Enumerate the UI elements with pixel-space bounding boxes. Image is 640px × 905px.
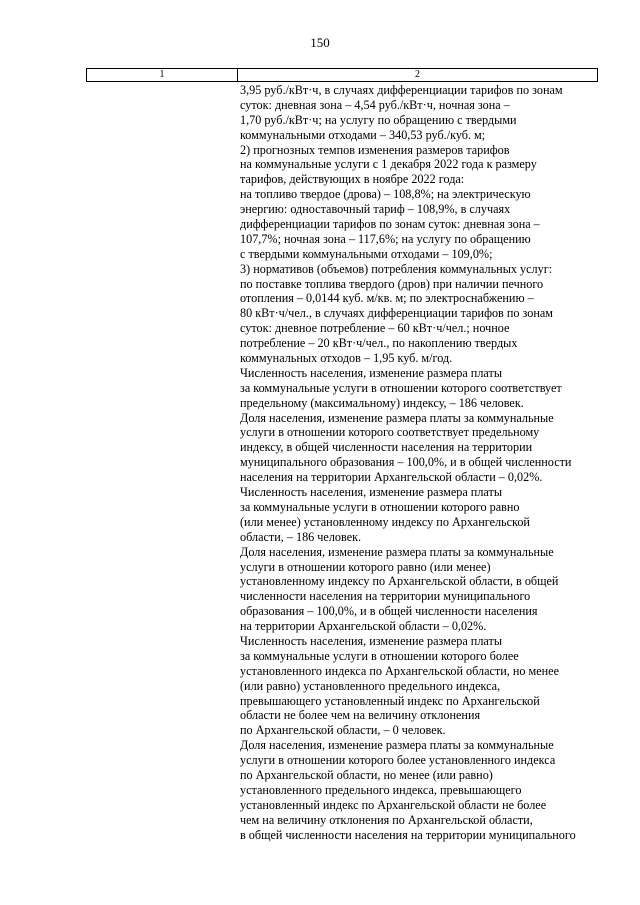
text-line: по поставке топлива твердого (дров) при наличии печного <box>240 276 544 291</box>
text-line: в общей численности населения на территории муниципального <box>240 827 576 842</box>
text-line: области не более чем на величину отклонения <box>240 708 481 723</box>
text-line: области, – 186 человек. <box>240 529 362 544</box>
text-line: (или равно) установленного предельного индекса, <box>240 678 501 693</box>
text-line: Доля населения, изменение размера платы за коммунальные <box>240 544 554 559</box>
text-line: суток: дневная зона – 4,54 руб./кВт·ч, ночная зона – <box>240 97 510 112</box>
text-line: численности населения на территории муниципального <box>240 589 531 604</box>
text-line: по Архангельской области, но менее (или равно) <box>240 767 493 782</box>
text-line: установленному индексу по Архангельской области, в общей <box>240 574 559 589</box>
text-line: за коммунальные услуги в отношении которого более <box>240 648 519 663</box>
text-line: за коммунальные услуги в отношении которого равно <box>240 499 520 514</box>
text-line: превышающего установленный индекс по Архангельской <box>240 693 540 708</box>
text-line: 80 кВт·ч/чел., в случаях дифференциации тарифов по зонам <box>240 306 554 321</box>
text-line: на коммунальные услуги с 1 декабря 2022 года к размеру <box>240 157 537 172</box>
document-body-text <box>240 83 605 842</box>
text-line: на топливо твердое (дрова) – 108,8%; на электрическую <box>240 187 531 202</box>
page-number: 150 <box>310 35 330 50</box>
text-line: услуги в отношении которого соответствует предельному <box>240 425 540 440</box>
text-line: населения на территории Архангельской области – 0,02%. <box>240 470 543 485</box>
column-2-header: 2 <box>415 69 420 80</box>
text-line: коммунальных отходов – 1,95 куб. м/год. <box>240 351 453 366</box>
text-line: образования – 100,0%, и в общей численности населения <box>240 604 538 619</box>
text-line: установленный индекс по Архангельской области не более <box>240 797 547 812</box>
text-line: потребление – 20 кВт·ч/чел., по накоплению твердых <box>240 336 518 351</box>
text-line: муниципального образования – 100,0%, и в общей численности <box>240 455 572 470</box>
text-line: услуги в отношении которого равно (или менее) <box>240 559 491 574</box>
text-line: дифференциации тарифов по зонам суток: дневная зона – <box>240 217 540 232</box>
text-line: Численность населения, изменение размера платы <box>240 365 503 380</box>
text-line: предельному (максимальному) индексу, – 186 человек. <box>240 395 524 410</box>
text-line: коммунальными отходами – 340,53 руб./куб. м; <box>240 127 486 142</box>
text-line: с твердыми коммунальными отходами – 109,0%; <box>240 246 493 261</box>
text-line: тарифов, действующих в ноябре 2022 года: <box>240 172 465 187</box>
text-line: на территории Архангельской области – 0,02%. <box>240 619 487 634</box>
text-line: 3,95 руб./кВт·ч, в случаях дифференциации тарифов по зонам <box>240 83 563 97</box>
text-line: по Архангельской области, – 0 человек. <box>240 723 446 738</box>
text-line: отопления – 0,0144 куб. м/кв. м; по электроснабжению – <box>240 291 534 306</box>
text-line: 1,70 руб./кВт·ч; на услугу по обращению с твердыми <box>240 112 517 127</box>
text-line: Численность населения, изменение размера платы <box>240 633 503 648</box>
text-line: Численность населения, изменение размера платы <box>240 485 503 500</box>
text-line: Доля населения, изменение размера платы за коммунальные <box>240 410 554 425</box>
column-1-header: 1 <box>87 69 238 81</box>
text-line: индексу, в общей численности населения на территории <box>240 440 533 455</box>
text-line: энергию: одноставочный тариф – 108,9%, в случаях <box>240 202 511 217</box>
text-line: 3) нормативов (объемов) потребления коммунальных услуг: <box>240 261 553 276</box>
text-line: чем на величину отклонения по Архангельской области, <box>240 812 533 827</box>
text-line: (или менее) установленному индексу по Архангельской <box>240 514 530 529</box>
text-line: Доля населения, изменение размера платы за коммунальные <box>240 738 554 753</box>
text-line: суток: дневное потребление – 60 кВт·ч/чел.; ночное <box>240 321 510 336</box>
text-line: установленного индекса по Архангельской области, но менее <box>240 663 559 678</box>
table-header-row <box>86 68 598 82</box>
text-line: за коммунальные услуги в отношении которого соответствует <box>240 380 562 395</box>
text-line: 2) прогнозных темпов изменения размеров тарифов <box>240 142 510 157</box>
text-line: 107,7%; ночная зона – 117,6%; на услугу по обращению <box>240 231 531 246</box>
text-line: установленного предельного индекса, превышающего <box>240 782 522 797</box>
text-line: услуги в отношении которого более установленного индекса <box>240 753 556 768</box>
